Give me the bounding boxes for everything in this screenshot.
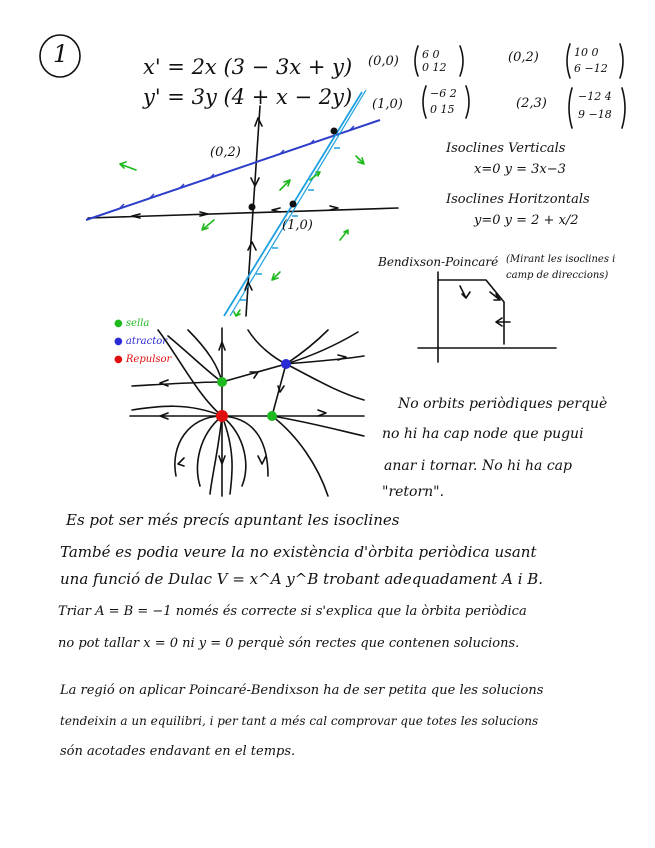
- repulsor-point: [216, 410, 228, 422]
- equilibrium-point: [249, 204, 256, 211]
- bendixson-title: Bendixson-Poincaré: [378, 255, 499, 269]
- jacobian-row: −12 4: [578, 90, 612, 103]
- orbit-note-line: anar i tornar. No hi ha cap: [384, 458, 572, 474]
- comment-line: Triar A = B = −1 només és correcte si s'explica que la òrbita periòdica: [58, 604, 527, 619]
- jacobian-row: 6 −12: [574, 62, 608, 75]
- y-axis: [246, 106, 260, 316]
- equation-y-prime: y' = 3y (4 + x − 2y): [143, 85, 353, 109]
- orbit-note-line: "retorn".: [382, 484, 445, 500]
- equilibrium-point: [290, 201, 297, 208]
- legend-label: sella: [125, 318, 150, 329]
- jacobian-row: 10 0: [574, 46, 599, 59]
- jacobian-point: (0,2): [508, 50, 539, 65]
- legend-label: atractor: [125, 336, 168, 347]
- bendixson-region-sketch: [416, 266, 566, 366]
- jacobian-point: (1,0): [372, 97, 403, 112]
- phase-portrait-nullclines: [80, 80, 400, 320]
- phase-portrait-flow: [125, 326, 368, 498]
- jacobian-brackets: [420, 84, 472, 120]
- jacobian-point: (2,3): [516, 96, 547, 111]
- problem-number: 1: [53, 40, 69, 68]
- attractor-point: [281, 359, 291, 369]
- bendixson-note: (Mirant les isoclines i camp de direccions): [506, 254, 616, 281]
- jacobian-row: 0 12: [422, 61, 447, 74]
- legend-item-attractor: ● atractor: [114, 336, 168, 347]
- jacobian-brackets: [412, 44, 466, 78]
- saddle-point: [267, 411, 277, 421]
- jacobian-row: −6 2: [430, 87, 457, 100]
- comment-line: una funció de Dulac V = x^A y^B trobant adequadament A i B.: [60, 570, 544, 588]
- conclusion-line: tendeixin a un equilibri, i per tant a més cal comprovar que totes les solucions: [60, 714, 539, 728]
- equilibrium-point: [331, 128, 338, 135]
- jacobian-brackets: [566, 86, 628, 130]
- saddle-point: [217, 377, 227, 387]
- point-label-02: (0,2): [210, 145, 241, 160]
- comment-line: Es pot ser més precís apuntant les isoclines: [66, 511, 400, 529]
- legend-label: Repulsor: [125, 354, 172, 365]
- legend-item-saddle: ● sella: [114, 318, 150, 329]
- isoclines-horizontal-title: Isoclines Horitzontals: [446, 192, 590, 207]
- equation-x-prime: x' = 2x (3 − 3x + y): [143, 55, 353, 79]
- jacobian-point: (0,0): [368, 54, 399, 69]
- point-label-10: (1,0): [282, 218, 313, 233]
- isoclines-horizontal-eqs: y=0 y = 2 + x/2: [474, 213, 579, 228]
- legend-item-repulsor: ● Repulsor: [114, 354, 172, 365]
- conclusion-line: La regió on aplicar Poincaré-Bendixson ha de ser petita que les solucions: [60, 683, 544, 698]
- isoclines-vertical-eqs: x=0 y = 3x−3: [474, 162, 566, 177]
- jacobian-brackets: [564, 42, 626, 80]
- jacobian-row: 9 −18: [578, 108, 612, 121]
- jacobian-row: 6 0: [422, 48, 440, 61]
- green-arrow: [120, 162, 136, 170]
- conclusion-line: són acotades endavant en el temps.: [60, 744, 296, 759]
- isoclines-vertical-title: Isoclines Verticals: [446, 141, 566, 156]
- orbit-note-line: No orbits periòdiques perquè: [398, 396, 608, 412]
- comment-line: També es podia veure la no existència d'òrbita periòdica usant: [60, 543, 537, 561]
- jacobian-row: 0 15: [430, 103, 455, 116]
- comment-line: no pot tallar x = 0 ni y = 0 perquè són rectes que contenen solucions.: [58, 636, 520, 651]
- orbit-note-line: no hi ha cap node que pugui: [382, 426, 584, 442]
